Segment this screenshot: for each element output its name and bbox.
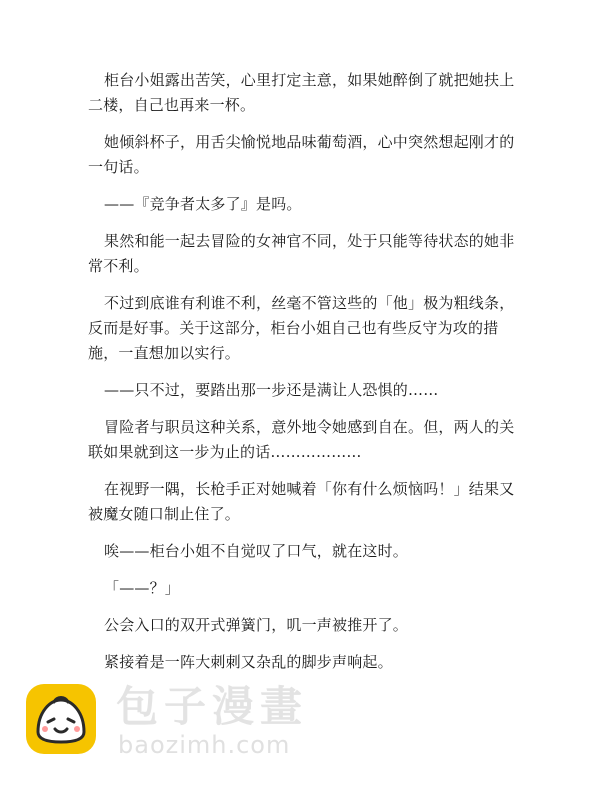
paragraph: 柜台小姐露出苦笑，心里打定主意，如果她醉倒了就把她扶上二楼，自己也再来一杯。 bbox=[88, 71, 515, 114]
paragraph: 不过到底谁有利谁不利，丝毫不管这些的「他」极为粗线条，反而是好事。关于这部分，柜台小姐自己也有些反守为攻的措施，一直想加以实行。 bbox=[88, 294, 515, 362]
paragraph: ——『竞争者太多了』是吗。 bbox=[104, 195, 302, 213]
paragraph: 公会入口的双开式弹簧门，叽一声被推开了。 bbox=[104, 616, 409, 634]
paragraph: 「——？」 bbox=[104, 579, 181, 597]
watermark-url: baozimh.com bbox=[118, 731, 291, 759]
paragraph: 她倾斜杯子，用舌尖愉悦地品味葡萄酒，心中突然想起刚才的一句话。 bbox=[88, 133, 515, 176]
paragraph: 唉——柜台小姐不自觉叹了口气，就在这时。 bbox=[104, 542, 409, 560]
paragraph: ——只不过，要踏出那一步还是满让人恐惧的…… bbox=[104, 381, 439, 399]
bun-mascot-icon bbox=[24, 682, 98, 756]
paragraph: 果然和能一起去冒险的女神官不同，处于只能等待状态的她非常不利。 bbox=[88, 232, 515, 275]
site-watermark bbox=[24, 682, 344, 762]
paragraph: 紧接着是一阵大刺刺又杂乱的脚步声响起。 bbox=[104, 653, 393, 671]
body-text bbox=[88, 68, 528, 687]
watermark-site-name: 包子漫畫 bbox=[116, 682, 309, 731]
paragraph: 冒险者与职员这种关系，意外地令她感到自在。但，两人的关联如果就到这一步为止的话……………… bbox=[88, 418, 515, 461]
paragraph: 在视野一隅，长枪手正对她喊着「你有什么烦恼吗！」结果又被魔女随口制止住了。 bbox=[88, 480, 515, 523]
